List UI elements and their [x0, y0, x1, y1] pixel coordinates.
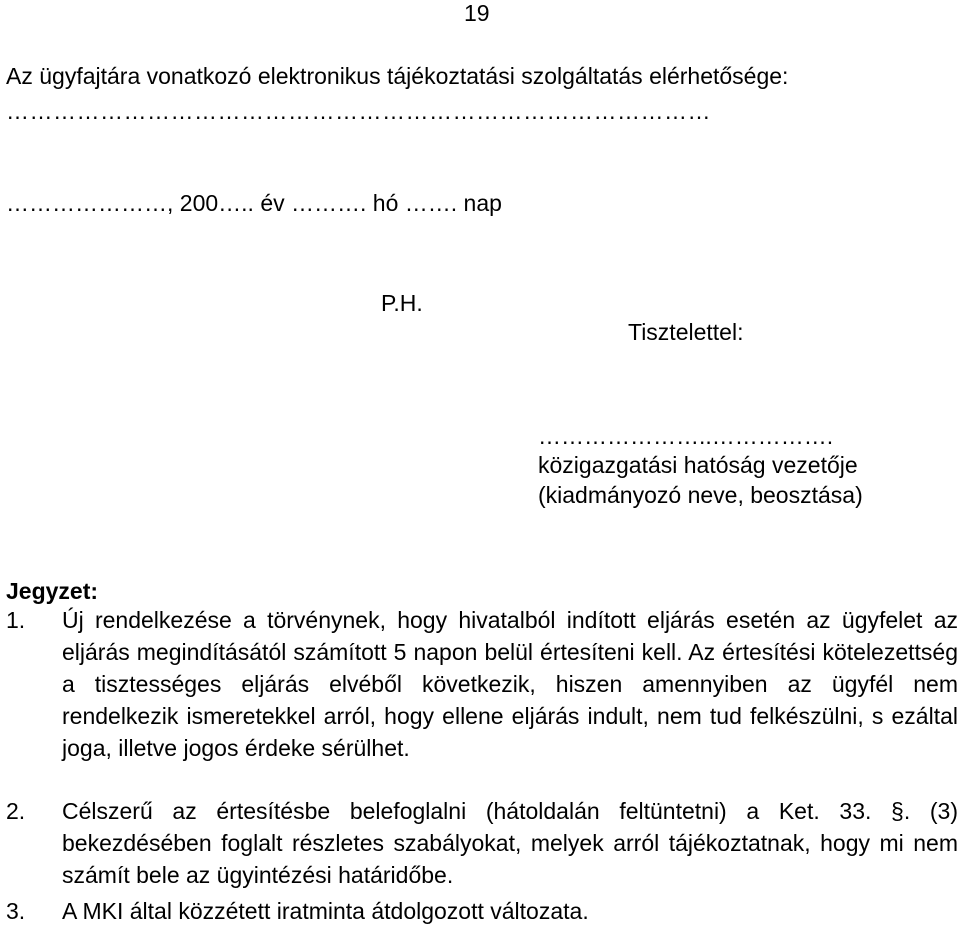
signature-line: …………………..…………….	[538, 423, 834, 449]
date-line: …………………, 200….. év ………. hó ……. nap	[6, 190, 502, 216]
service-availability-label: Az ügyfajtára vonatkozó elektronikus tájékoztatási szolgáltatás elérhetősége:	[6, 63, 789, 89]
signatory-subtitle: (kiadmányozó neve, beosztása)	[538, 482, 863, 508]
note-number: 3.	[6, 898, 26, 924]
note-paragraph: A MKI által közzétett iratminta átdolgozott változata.	[62, 898, 589, 924]
notes-heading: Jegyzet:	[6, 578, 99, 604]
page-number: 19	[464, 0, 490, 26]
closing-salutation: Tisztelettel:	[628, 319, 744, 345]
service-availability-dotted-line: ………………………………………………………………………………	[6, 98, 711, 124]
note-text	[62, 795, 958, 891]
note-number: 1.	[6, 607, 26, 633]
seal-placeholder: P.H.	[381, 290, 423, 316]
note-text	[62, 604, 958, 764]
note-text	[62, 895, 958, 927]
note-number: 2.	[6, 798, 26, 824]
signatory-title: közigazgatási hatóság vezetője	[538, 452, 858, 478]
note-paragraph: Célszerű az értesítésbe belefoglalni (hátoldalán feltüntetni) a Ket. 33. §. (3) bekezdésében foglalt részletes szabályokat, melyek arról tájékoztatnak, hogy mi nem számít bele az ügyintézési határidőbe.	[62, 798, 958, 888]
note-paragraph: Új rendelkezése a törvénynek, hogy hivatalból indított eljárás esetén az ügyfelet az eljárás megindításától számított 5 napon belül értesíteni kell. Az értesítési kötelezettség a tisztességes eljárás elvéből következik, hiszen amennyiben az ügyfél nem rendelkezik ismeretekkel arról, hogy ellene eljárás indult, nem tud felkészülni, s ezáltal joga, illetve jogos érdeke sérülhet.	[62, 607, 958, 761]
